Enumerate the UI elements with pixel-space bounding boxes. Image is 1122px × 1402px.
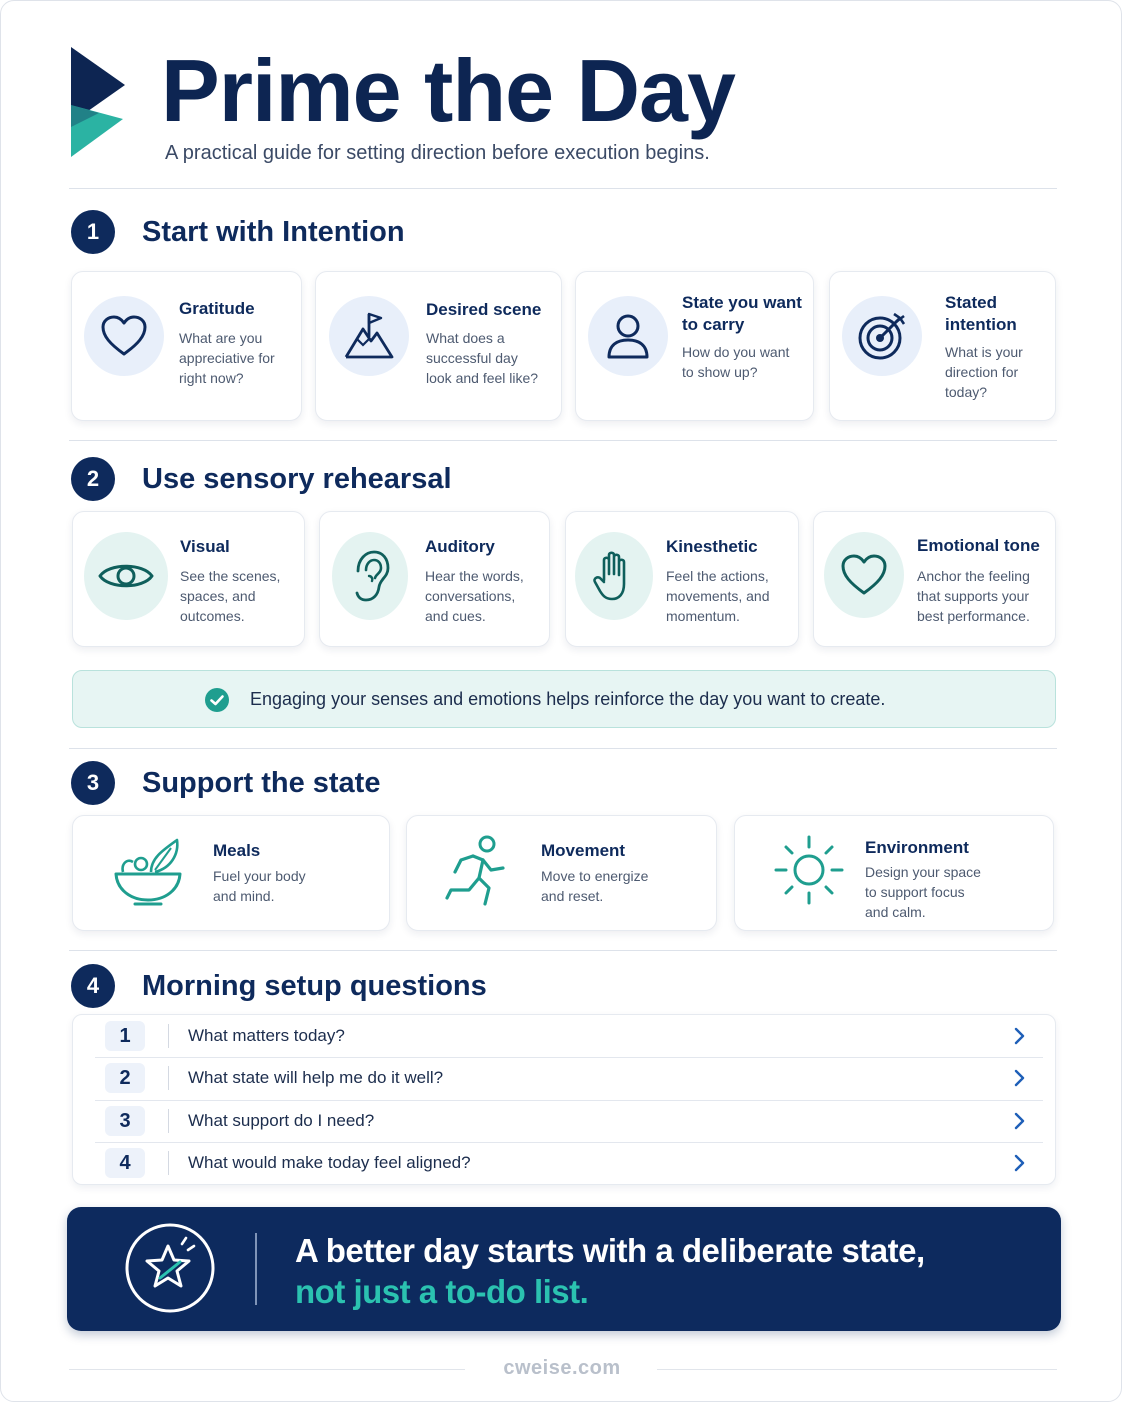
card-desc: Design your space to support focus and calm.: [865, 864, 981, 920]
question-row[interactable]: [73, 1015, 1057, 1057]
separator: [168, 1151, 169, 1175]
card-state-to-carry: [575, 271, 814, 421]
card-title: Stated intention: [945, 293, 1017, 334]
banner-highlight: not just a to-do list.: [295, 1273, 589, 1310]
card-meals: [72, 815, 390, 931]
section-2-header: [71, 457, 452, 501]
section-3-header: [71, 761, 380, 805]
card-title: State you want to carry: [682, 293, 802, 334]
check-circle-icon: [205, 688, 229, 712]
target-arrow-icon: [842, 296, 922, 376]
section-title: Support the state: [142, 766, 381, 799]
separator: [168, 1024, 169, 1048]
section-title: Use sensory rehearsal: [142, 462, 452, 495]
card-title: Movement: [541, 841, 626, 860]
question-text: What matters today?: [188, 1026, 345, 1045]
card-desc: Hear the words, conversations, and cues.: [425, 568, 524, 624]
separator: [255, 1233, 257, 1305]
card-title: Emotional tone: [917, 536, 1040, 555]
callout-text: Engaging your senses and emotions helps reinforce the day you want to create.: [250, 689, 886, 709]
sun-icon: [773, 834, 845, 906]
section-number: 4: [71, 964, 115, 1008]
page-subtitle: A practical guide for setting direction before execution begins.: [165, 142, 710, 164]
question-row[interactable]: [73, 1142, 1057, 1184]
question-text: What would make today feel aligned?: [188, 1153, 471, 1172]
divider: [69, 748, 1057, 749]
card-movement: [406, 815, 717, 931]
mountain-flag-icon: [329, 296, 409, 376]
question-number: 4: [105, 1148, 145, 1178]
page-title: Prime the Day: [161, 41, 735, 140]
card-desc: Fuel your body and mind.: [213, 868, 306, 904]
hand-icon: [575, 532, 653, 620]
footer-domain: cweise.com: [503, 1357, 621, 1379]
card-emotional-tone: [813, 511, 1056, 647]
divider: [69, 950, 1057, 951]
card-desc: How do you want to show up?: [682, 344, 790, 380]
card-desc: Feel the actions, movements, and momentum.: [666, 568, 770, 624]
card-desc: What does a successful day look and feel like?: [426, 330, 539, 386]
card-stated-intention: [829, 271, 1056, 421]
card-title: Auditory: [425, 537, 495, 556]
question-text: What state will help me do it well?: [188, 1068, 444, 1087]
closing-banner: [67, 1207, 1061, 1331]
section-4-header: [71, 964, 487, 1008]
card-title: Environment: [865, 838, 969, 857]
section-number: 1: [71, 210, 115, 254]
chevron-right-icon[interactable]: [1013, 1154, 1027, 1172]
question-text: What support do I need?: [188, 1111, 375, 1130]
section-number: 2: [71, 457, 115, 501]
question-number: 3: [105, 1106, 145, 1136]
chevron-right-icon[interactable]: [1013, 1112, 1027, 1130]
banner-headline: A better day starts with a deliberate state,: [295, 1232, 925, 1269]
play-chevron-logo-icon: [69, 47, 129, 159]
card-title: Gratitude: [179, 299, 255, 318]
card-title: Visual: [180, 537, 230, 556]
card-visual: [72, 511, 305, 647]
question-number: 2: [105, 1063, 145, 1093]
questions-list: [72, 1014, 1056, 1185]
card-desc: See the scenes, spaces, and outcomes.: [180, 568, 281, 624]
running-person-icon: [443, 834, 507, 908]
question-number: 1: [105, 1021, 145, 1051]
card-environment: [734, 815, 1054, 931]
ear-icon: [332, 532, 408, 620]
card-desc: Anchor the feeling that supports your best performance.: [917, 568, 1030, 624]
section-title: Morning setup questions: [142, 969, 487, 1002]
divider: [69, 440, 1057, 441]
card-desired-scene: [315, 271, 562, 421]
question-row[interactable]: [73, 1057, 1057, 1099]
card-gratitude: [71, 271, 302, 421]
section-title: Start with Intention: [142, 215, 405, 248]
card-desc: What are you appreciative for right now?: [179, 330, 275, 386]
card-kinesthetic: [565, 511, 799, 647]
section-1-header: [71, 210, 405, 254]
card-title: Meals: [213, 841, 261, 860]
salad-bowl-icon: [113, 834, 183, 906]
chevron-right-icon[interactable]: [1013, 1069, 1027, 1087]
separator: [168, 1066, 169, 1090]
star-badge-icon: [124, 1222, 216, 1314]
section-number: 3: [71, 761, 115, 805]
person-icon: [588, 296, 668, 376]
card-desc: What is your direction for today?: [945, 344, 1023, 400]
question-row[interactable]: [73, 1100, 1057, 1142]
heart-icon: [84, 296, 164, 376]
card-title: Kinesthetic: [666, 537, 758, 556]
card-auditory: [319, 511, 550, 647]
card-title: Desired scene: [426, 300, 542, 319]
divider: [69, 188, 1057, 189]
separator: [168, 1109, 169, 1133]
chevron-right-icon[interactable]: [1013, 1027, 1027, 1045]
card-desc: Move to energize and reset.: [541, 868, 649, 904]
heart-icon: [824, 532, 904, 618]
eye-icon: [84, 532, 168, 620]
sensory-callout: [72, 670, 1056, 728]
